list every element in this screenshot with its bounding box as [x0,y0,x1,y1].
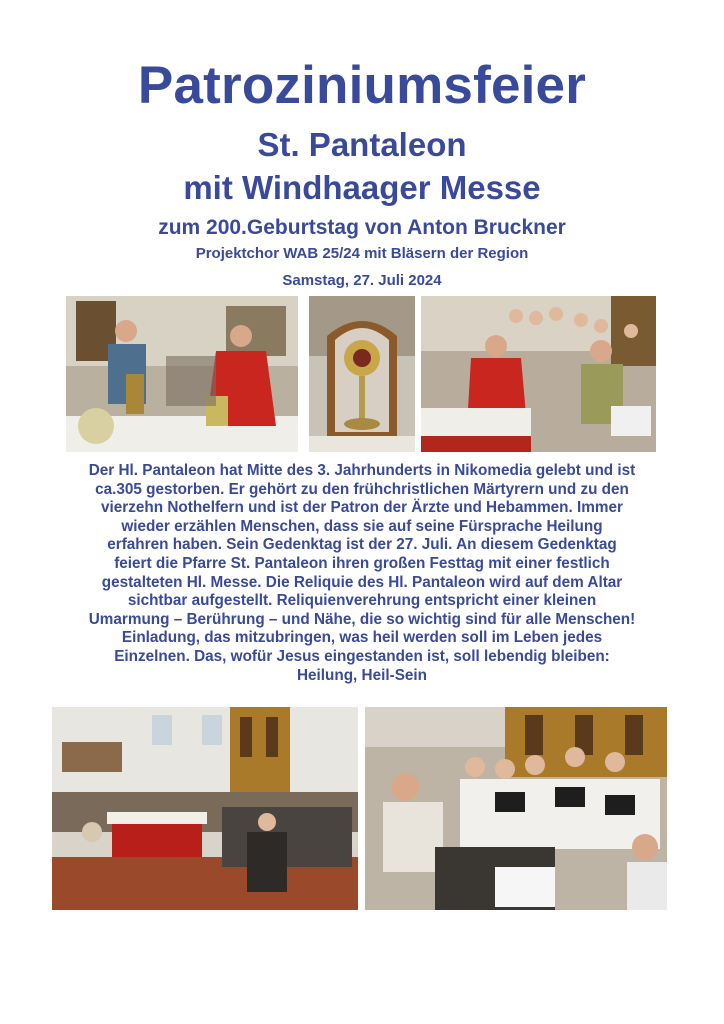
body-line: feiert die Pfarre St. Pantaleon ihren großen Festtag mit einer festlich [114,554,610,572]
subtitle-line2: mit Windhaager Messe [183,169,541,206]
body-line: erfahren haben. Sein Gedenktag ist der 27. Juli. An diesem Gedenktag [107,536,617,554]
body-line: ca.305 gestorben. Er gehört zu den frühchristlichen Märtyrern und zu den [95,480,629,498]
photo-reliquary [309,296,415,452]
body-text [48,462,676,685]
photo-church-interior [52,707,358,910]
main-title: Patroziniumsfeier [137,56,587,115]
body-line: Umarmung – Berührung – und Nähe, die so wichtig sind für alle Menschen! [88,610,636,628]
body-line: Heilung, Heil-Sein [296,666,428,684]
choir-line: Projektchor WAB 25/24 mit Bläsern der Region [195,245,529,262]
event-date: Samstag, 27. Juli 2024 [282,272,442,289]
photo-priests-altar [66,296,298,452]
photo-choir-singing [365,707,667,910]
body-line: wieder erzählen Menschen, dass sie auf seine Fürsprache Heilung [121,517,603,535]
body-line: sichtbar aufgestellt. Reliquienverehrung entspricht einer kleinen [127,592,597,610]
body-line: Einladung, das mitzubringen, was heil werden soll im Leben jedes [121,629,603,647]
photo-priest-choir [421,296,656,452]
subtitle-line1: St. Pantaleon [257,126,467,163]
occasion-line: zum 200.Geburtstag von Anton Bruckner [158,216,566,239]
body-line: vierzehn Nothelfern und ist der Patron der Ärzte und Hebammen. Immer [101,499,623,517]
body-line: Der Hl. Pantaleon hat Mitte des 3. Jahrhunderts in Nikomedia gelebt und ist [88,462,636,479]
body-line: gestalteten Hl. Messe. Die Reliquie des Hl. Pantaleon wird auf dem Altar [101,573,623,591]
body-line: Einzelnen. Das, wofür Jesus eingestanden ist, soll lebendig bleiben: [114,647,610,665]
